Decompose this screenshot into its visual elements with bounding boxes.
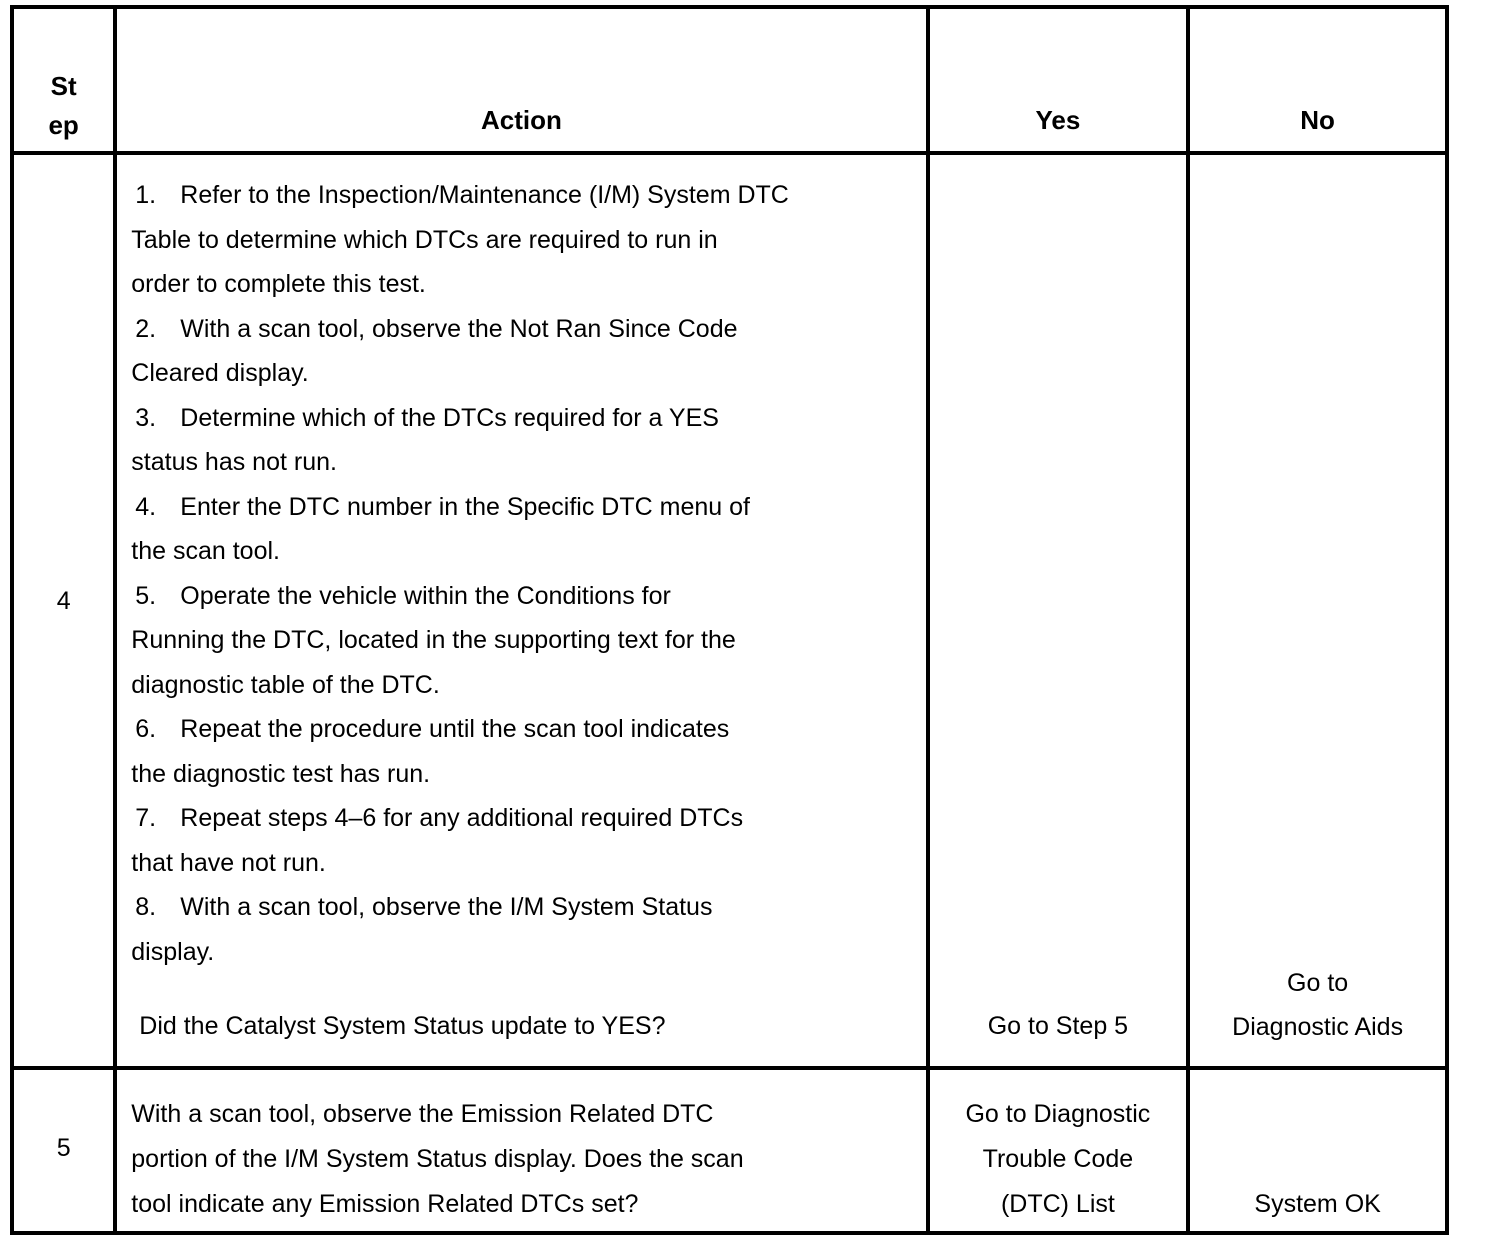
yes-result-line: Go to Diagnostic xyxy=(965,1100,1151,1128)
header-step-line1: St xyxy=(50,71,77,101)
table-row xyxy=(12,1068,1447,1233)
action-step-text: Determine which of the DTCs required for a YES xyxy=(180,403,719,432)
header-action: Action xyxy=(480,105,562,135)
no-result xyxy=(1190,961,1445,1049)
step-number: 5 xyxy=(56,1134,71,1162)
action-step-line xyxy=(131,752,891,797)
action-step-text: the diagnostic test has run. xyxy=(131,759,431,788)
action-step-text: Repeat steps 4–6 for any additional required DTCs xyxy=(180,804,744,832)
header-row xyxy=(12,7,1447,153)
no-cell xyxy=(1188,1068,1447,1233)
action-step-text: diagnostic table of the DTC. xyxy=(131,670,440,699)
action-step-number: 7. xyxy=(135,804,157,832)
action-step-line xyxy=(131,307,891,352)
action-step-number: 1. xyxy=(135,181,157,209)
action-cell xyxy=(115,153,927,1068)
header-action-cell xyxy=(115,7,927,153)
no-result-line2: Diagnostic Aids xyxy=(1232,1013,1404,1041)
action-steps-list xyxy=(131,173,891,974)
table-row xyxy=(12,153,1447,1068)
action-line: tool indicate any Emission Related DTCs set? xyxy=(131,1190,639,1218)
yes-result xyxy=(930,1092,1187,1227)
action-step-text: status has not run. xyxy=(131,448,337,476)
action-step-text: With a scan tool, observe the Not Ran Since Code xyxy=(180,314,738,343)
header-no: No xyxy=(1300,105,1335,135)
action-step-text: Cleared display. xyxy=(131,359,309,387)
action-step-text: Operate the vehicle within the Conditions for xyxy=(180,581,671,610)
action-step-text: the scan tool. xyxy=(131,537,280,565)
action-step-line xyxy=(131,707,891,752)
no-cell xyxy=(1188,153,1447,1068)
action-step-number: 8. xyxy=(135,893,157,921)
action-step-line xyxy=(131,663,891,708)
action-step-line xyxy=(131,574,891,619)
question-text: Did the Catalyst System Status update to YES? xyxy=(139,1012,666,1040)
step-cell xyxy=(12,153,115,1068)
action-step-number: 4. xyxy=(135,492,157,521)
yes-cell xyxy=(928,1068,1189,1233)
step-cell xyxy=(12,1068,115,1233)
yes-result-line: Trouble Code xyxy=(982,1145,1134,1173)
header-step-line2: ep xyxy=(48,110,79,140)
action-step-line xyxy=(131,262,891,307)
action-step-line xyxy=(131,618,891,663)
action-step-number: 5. xyxy=(135,581,157,610)
no-result-line1: Go to xyxy=(1287,969,1349,997)
action-step-text: Table to determine which DTCs are required to run in xyxy=(131,225,718,254)
action-step-text: Enter the DTC number in the Specific DTC menu of xyxy=(180,492,750,521)
action-step-text: order to complete this test. xyxy=(131,270,426,298)
action-step-line xyxy=(131,218,891,263)
action-step-text: With a scan tool, observe the I/M System Status xyxy=(180,893,713,921)
yes-cell xyxy=(928,153,1189,1068)
action-step-line xyxy=(131,351,891,396)
action-step-text: Running the DTC, located in the supporting text for the xyxy=(131,626,736,654)
header-yes: Yes xyxy=(1035,105,1081,135)
action-step-line xyxy=(131,440,891,485)
diagnostic-table xyxy=(10,5,1449,1235)
action-line: portion of the I/M System Status display. Does the scan xyxy=(131,1145,744,1173)
action-cell xyxy=(115,1068,927,1233)
yes-result-line: (DTC) List xyxy=(1000,1190,1115,1218)
header-step xyxy=(14,67,113,145)
yes-result: Go to Step 5 xyxy=(987,1012,1129,1040)
action-step-text: Refer to the Inspection/Maintenance (I/M) System DTC xyxy=(180,181,789,209)
step-number: 4 xyxy=(56,587,71,615)
header-no-cell xyxy=(1188,7,1447,153)
action-step-line xyxy=(131,841,891,886)
action-step-number: 2. xyxy=(135,314,157,343)
action-line: With a scan tool, observe the Emission Related DTC xyxy=(131,1100,714,1128)
action-step-text: display. xyxy=(131,937,215,966)
action-step-line xyxy=(131,529,891,574)
action-step-text: that have not run. xyxy=(131,848,326,877)
no-result: System OK xyxy=(1254,1190,1381,1218)
action-step-line xyxy=(131,796,891,841)
action-text xyxy=(131,1092,891,1227)
action-step-line xyxy=(131,930,891,975)
action-step-line xyxy=(131,485,891,530)
action-step-number: 3. xyxy=(135,403,157,432)
action-step-number: 6. xyxy=(135,715,157,743)
header-yes-cell xyxy=(928,7,1189,153)
action-step-text: Repeat the procedure until the scan tool indicates xyxy=(180,715,730,743)
action-step-line xyxy=(131,396,891,441)
action-step-line xyxy=(131,173,891,218)
action-step-line xyxy=(131,885,891,930)
header-step-cell xyxy=(12,7,115,153)
